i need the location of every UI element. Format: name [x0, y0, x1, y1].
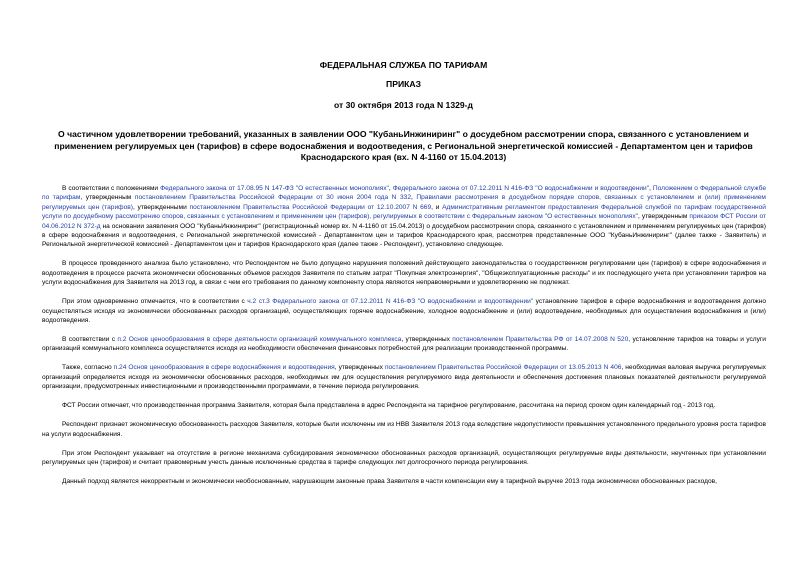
document-reference-link[interactable]: п.2 Основ ценообразования в сфере деятельности организаций коммунального комплекса: [117, 336, 402, 344]
paragraph-text: ФСТ России отмечает, что производственная программа Заявителя, которая была представлена в адрес Респондента на тарифное регулирование, рассчитана на период сроком один календарный год - 2013 год.: [62, 402, 716, 410]
body-paragraph: [42, 259, 766, 287]
document-reference-link[interactable]: постановлением Правительства Российской Федерации от 12.10.2007 N 669: [189, 203, 432, 211]
paragraph-text: Респондент признает экономическую обоснованность расходов Заявителя, которые были исключены им из НВВ Заявителя 2013 года вследствие недопустимости превышения установленного предельного уровня роста тарифов на услуги водоснабжения.: [42, 421, 766, 438]
document-body: [42, 184, 766, 496]
paragraph-text: , утвержденными: [132, 203, 190, 211]
paragraph-text: , и: [431, 203, 443, 211]
document-reference-link[interactable]: постановлением Правительства Российской Федерации от 13.05.2013 N 406: [384, 364, 622, 372]
document-reference-link[interactable]: п.24 Основ ценообразования в сфере водоснабжения и водоотведения: [113, 364, 335, 372]
paragraph-text: , утвержденным: [637, 213, 690, 221]
body-paragraph: [42, 363, 766, 391]
paragraph-text: установление тарифов в сфере водоснабжения и водоотведения должно осуществляться исходя из экономически обоснованных расходов организаций, осуществляющих горячее водоснабжение, холодное водоснабжение и (или) водоотведение, необходимых для осуществления водоснабжения и (или) водоотведения.: [42, 298, 766, 325]
body-paragraph: [42, 477, 766, 486]
body-paragraph: [42, 449, 766, 468]
paragraph-text: , установление тарифов на товары и услуги организаций коммунального комплекса осуществляется исходя из необходимости обеспечения финансовых потребностей для реализации производственной программы.: [42, 336, 766, 353]
agency-name: ФЕДЕРАЛЬНАЯ СЛУЖБА ПО ТАРИФАМ: [319, 60, 488, 70]
paragraph-text: ,: [411, 194, 417, 202]
paragraph-text: на основании заявления ООО "КубаньИнжиниринг" (регистрационный номер вх. N 4-1160 от 15.04.2013) о досудебном рассмотрении спора, связанного с установлением и применением регулируемых цен (тарифов) в сфере водоснабжения и водоотведения, с Региональной энергетической комиссией - Департаментом цен и тарифов Краснодарского края, рассмотрев представленные ООО "КубаньИнжиниринг" (далее также - Заявитель) и Региональной энергетической комиссией - Департаментом цен и тарифов Краснодарского края (далее также - Респондент), установлено следующее.: [42, 222, 766, 249]
document-date-number: от 30 октября 2013 года N 1329-д: [334, 100, 473, 110]
paragraph-text: , утвержденным: [80, 194, 135, 202]
body-paragraph: [42, 335, 766, 354]
paragraph-text: При этом одновременно отмечается, что в соответствии с: [62, 298, 248, 306]
document-reference-link[interactable]: Федерального закона от 07.12.2011 N 416-ФЗ "О водоснабжении и водоотведении": [392, 185, 650, 192]
body-paragraph: [42, 420, 766, 439]
paragraph-text: , утвержденных: [334, 364, 385, 372]
document-reference-link[interactable]: Федерального закона от 17.08.95 N 147-ФЗ "О естественных монополиях": [160, 185, 389, 192]
document-reference-link[interactable]: Положением о Федеральной службе по тарифам: [42, 185, 766, 202]
paragraph-text: Данный подход является некорректным и экономически необоснованным, нарушающим законные права Заявителя в части компенсации ему в тарифной выручке 2013 года экономически обоснованных расходов,: [62, 478, 717, 486]
document-reference-link[interactable]: постановлением Правительства РФ от 14.07.2008 N 520: [452, 336, 629, 344]
document-reference-link[interactable]: приказом ФСТ России от 04.06.2012 N 372-д: [42, 213, 766, 230]
body-paragraph: [42, 184, 766, 250]
paragraph-text: В соответствии с: [62, 336, 118, 344]
document-reference-link[interactable]: ч.2 ст.3 Федерального закона от 07.12.2011 N 416-ФЗ "О водоснабжении и водоотведении": [247, 298, 534, 306]
paragraph-text: При этом Респондент указывает на отсутствие в регионе механизма субсидирования экономически обоснованных расходов организаций, осуществляющих регулируемые виды деятельности, неучтенных при установлении регулируемых цен (тарифов) и считает правомерным учесть данные исключенные средства в тарифе следующих лет долгосрочного периода регулирования.: [42, 449, 766, 467]
paragraph-text: В процессе проведенного анализа было установлено, что Респондентом не было допущено нарушения положений действующего законодательства о государственном регулировании цен (тарифов) в сфере водоснабжения и водоотведения в процессе расчета экономически обоснованных объемов расходов Заявителя по статьям затрат "Покупная электроэнергия", "Общеэксплуатационные расходы" и их последующего учета при установлении тарифов на услуги водоснабжения для Заявителя на 2013 год, в связи с чем его требования по данному компоненту спора являются неправомерными и удовлетворению не подлежат.: [42, 260, 766, 287]
body-paragraph: [42, 297, 766, 325]
paragraph-text: Также, согласно: [62, 364, 114, 372]
document-title: О частичном удовлетворении требований, указанных в заявлении ООО "КубаньИнжиниринг" о досудебном рассмотрении спора, связанного с установлением и применением регулируемых цен (тарифов) в сфере водоснабжения и водоотведения, с Региональной энергетической комиссией - Департаментом цен и тарифов Краснодарского края (вх. N 4-1160 от 15.04.2013): [54, 129, 753, 162]
paragraph-text: В соответствии с положениями: [62, 185, 161, 192]
paragraph-text: , утвержденных: [401, 336, 453, 344]
document-reference-link[interactable]: Правилами рассмотрения в досудебном порядке споров, связанных с установлением и (или) применением регулируемых цен (тарифов): [42, 194, 766, 211]
body-paragraph: [42, 401, 766, 410]
paragraph-text: ,: [649, 185, 653, 192]
document-type: ПРИКАЗ: [386, 79, 421, 89]
paragraph-text: , необходимая валовая выручка регулируемых организаций определяется исходя из экономически обоснованных расходов, необходимых им для осуществления регулируемого вида деятельности и обеспечения достижения плановых показателей деятельности регулируемой организации, предусмотренных инвестиционными и производственными программами, в течение периода регулирования.: [42, 364, 766, 391]
document-reference-link[interactable]: Административным регламентом предоставления Федеральной службой по тарифам государственной услуги по досудебному рассмотрению споров, связанных с установлением и применением цен (тарифов), регулируемых в соответствии с Федеральным законом "О естественных монополиях": [42, 203, 766, 221]
document-reference-link[interactable]: постановлением Правительства Российской Федерации от 30 июня 2004 года N 332: [134, 194, 411, 202]
paragraph-text: ,: [388, 185, 393, 192]
